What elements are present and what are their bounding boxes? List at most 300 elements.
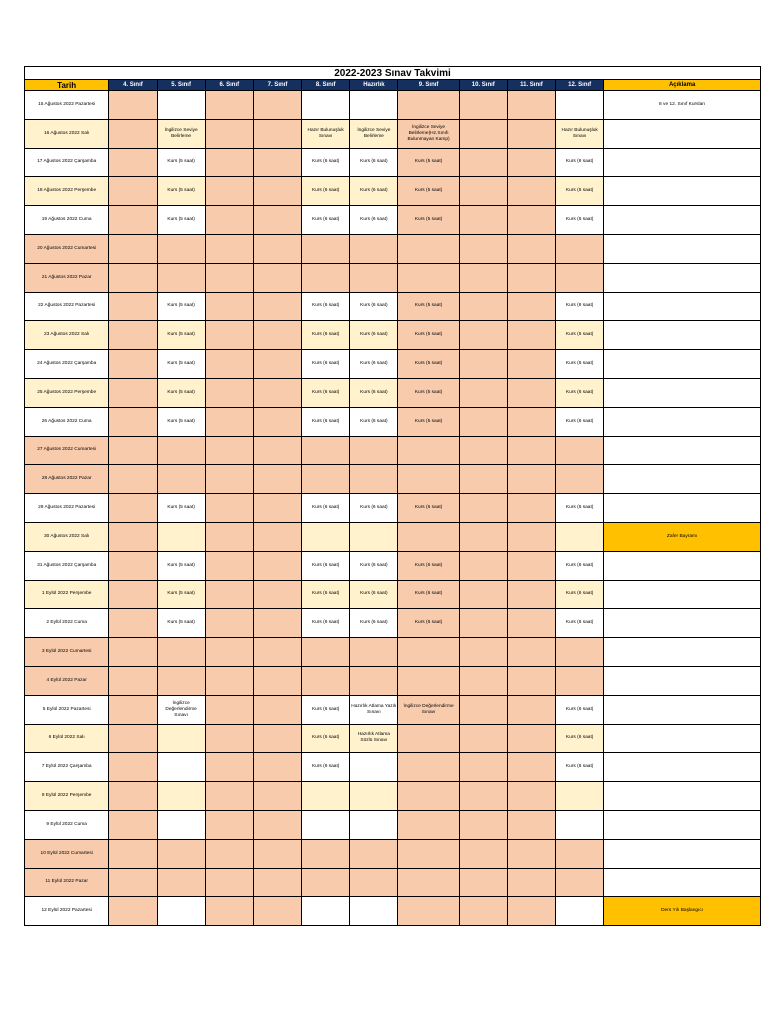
schedule-cell (398, 436, 459, 465)
table-row (25, 551, 761, 580)
schedule-cell: Kurs (6 saat) (398, 551, 459, 580)
schedule-cell: Kurs (5 saat) (398, 378, 459, 407)
table-row (25, 321, 761, 350)
schedule-cell (507, 522, 555, 551)
date-cell: 27 Ağustos 2022 Cumartesi (25, 436, 109, 465)
table-row (25, 753, 761, 782)
schedule-cell (459, 782, 507, 811)
schedule-cell: İngilizce Seviye Belirleme(Hz.Sınıfı Bulunmayan Kamp) (398, 119, 459, 148)
schedule-cell: Hazır Bulunuşluk Sınavı (302, 119, 350, 148)
schedule-cell: Kurs (5 saat) (157, 609, 205, 638)
schedule-cell (109, 695, 157, 724)
schedule-cell (205, 177, 253, 206)
schedule-cell (459, 206, 507, 235)
schedule-cell (459, 609, 507, 638)
schedule-cell (109, 724, 157, 753)
note-cell (604, 666, 761, 695)
schedule-cell (350, 436, 398, 465)
schedule-cell: Kurs (5 saat) (157, 551, 205, 580)
schedule-cell: Kurs (5 saat) (398, 321, 459, 350)
schedule-cell (109, 522, 157, 551)
table-row (25, 234, 761, 263)
schedule-cell: Hazırlık Atlama Yazılı Sınavı (350, 695, 398, 724)
table-row (25, 522, 761, 551)
note-cell (604, 753, 761, 782)
schedule-cell (205, 782, 253, 811)
schedule-cell (507, 638, 555, 667)
schedule-cell: Kurs (6 saat) (556, 177, 604, 206)
schedule-cell (302, 638, 350, 667)
schedule-cell (109, 868, 157, 897)
schedule-cell (205, 91, 253, 120)
schedule-cell: Kurs (6 saat) (350, 292, 398, 321)
schedule-cell (556, 91, 604, 120)
schedule-cell (350, 666, 398, 695)
schedule-cell (507, 724, 555, 753)
schedule-cell: Kurs (6 saat) (350, 350, 398, 379)
schedule-cell (398, 782, 459, 811)
table-row (25, 897, 761, 926)
schedule-cell (507, 91, 555, 120)
schedule-cell (398, 810, 459, 839)
schedule-cell (556, 868, 604, 897)
table-row (25, 580, 761, 609)
table-row (25, 609, 761, 638)
exam-calendar-sheet (24, 66, 760, 926)
schedule-cell (253, 378, 301, 407)
schedule-cell (109, 839, 157, 868)
schedule-cell (253, 206, 301, 235)
schedule-cell (205, 810, 253, 839)
schedule-cell (302, 666, 350, 695)
date-cell: 29 Ağustos 2022 Pazartesi (25, 494, 109, 523)
table-row (25, 206, 761, 235)
schedule-cell (302, 782, 350, 811)
schedule-cell (507, 810, 555, 839)
schedule-cell (459, 551, 507, 580)
date-cell: 26 Ağustos 2022 Cuma (25, 407, 109, 436)
note-cell (604, 350, 761, 379)
schedule-cell (109, 465, 157, 494)
schedule-cell (205, 638, 253, 667)
schedule-cell (157, 522, 205, 551)
schedule-cell (205, 234, 253, 263)
schedule-cell: Kurs (5 saat) (157, 292, 205, 321)
schedule-cell (253, 551, 301, 580)
schedule-cell (205, 263, 253, 292)
schedule-cell (507, 753, 555, 782)
note-cell (604, 407, 761, 436)
schedule-cell: Kurs (6 saat) (302, 148, 350, 177)
schedule-cell (253, 666, 301, 695)
schedule-cell: Kurs (6 saat) (398, 580, 459, 609)
schedule-cell (205, 206, 253, 235)
schedule-cell (507, 868, 555, 897)
date-cell: 15 Ağustos 2022 Pazartesi (25, 91, 109, 120)
schedule-cell (507, 436, 555, 465)
date-cell: 21 Ağustos 2022 Pazar (25, 263, 109, 292)
column-header-4: 4. Sınıf (109, 80, 157, 91)
schedule-cell (157, 868, 205, 897)
schedule-cell (205, 551, 253, 580)
schedule-cell (459, 666, 507, 695)
schedule-cell: Kurs (5 saat) (157, 378, 205, 407)
date-cell: 11 Eylül 2022 Pazar (25, 868, 109, 897)
schedule-cell (459, 407, 507, 436)
schedule-cell (205, 580, 253, 609)
schedule-cell (109, 494, 157, 523)
schedule-cell (507, 839, 555, 868)
schedule-cell: Kurs (5 saat) (398, 206, 459, 235)
table-row (25, 436, 761, 465)
date-cell: 9 Eylül 2022 Cuma (25, 810, 109, 839)
schedule-cell (157, 839, 205, 868)
date-cell: 28 Ağustos 2022 Pazar (25, 465, 109, 494)
column-header-10: 10. Sınıf (459, 80, 507, 91)
schedule-cell (459, 292, 507, 321)
schedule-cell (253, 148, 301, 177)
schedule-cell (302, 91, 350, 120)
schedule-cell (459, 465, 507, 494)
schedule-cell (253, 407, 301, 436)
schedule-cell (459, 753, 507, 782)
schedule-cell: Kurs (6 saat) (302, 724, 350, 753)
column-header-12: 12. Sınıf (556, 80, 604, 91)
table-row (25, 292, 761, 321)
schedule-cell (459, 436, 507, 465)
schedule-cell (459, 897, 507, 926)
schedule-cell (459, 350, 507, 379)
date-cell: 30 Ağustos 2022 Salı (25, 522, 109, 551)
schedule-cell (507, 234, 555, 263)
table-row (25, 494, 761, 523)
schedule-cell (205, 666, 253, 695)
date-cell: 4 Eylül 2022 Pazar (25, 666, 109, 695)
table-row (25, 666, 761, 695)
schedule-cell (507, 465, 555, 494)
schedule-cell: Kurs (6 saat) (302, 551, 350, 580)
schedule-cell (109, 292, 157, 321)
schedule-cell (253, 522, 301, 551)
schedule-cell (350, 810, 398, 839)
schedule-cell: Kurs (6 saat) (302, 206, 350, 235)
note-cell (604, 868, 761, 897)
schedule-cell: İngilizce Seviye Belirleme (350, 119, 398, 148)
schedule-cell (253, 177, 301, 206)
schedule-cell (507, 263, 555, 292)
table-row (25, 148, 761, 177)
table-row (25, 839, 761, 868)
table-row (25, 350, 761, 379)
schedule-cell (205, 695, 253, 724)
table-row (25, 810, 761, 839)
schedule-cell (157, 263, 205, 292)
schedule-cell (253, 868, 301, 897)
schedule-cell (109, 234, 157, 263)
schedule-cell (459, 263, 507, 292)
column-header-5: 5. Sınıf (157, 80, 205, 91)
schedule-cell: Kurs (5 saat) (157, 321, 205, 350)
schedule-cell (459, 119, 507, 148)
schedule-cell (205, 839, 253, 868)
schedule-cell (157, 91, 205, 120)
schedule-cell: Kurs (6 saat) (556, 753, 604, 782)
schedule-cell (109, 350, 157, 379)
date-cell: 22 Ağustos 2022 Pazartesi (25, 292, 109, 321)
note-cell (604, 609, 761, 638)
schedule-cell (205, 292, 253, 321)
schedule-cell: Kurs (6 saat) (302, 321, 350, 350)
schedule-cell (109, 753, 157, 782)
schedule-cell (253, 494, 301, 523)
note-cell (604, 177, 761, 206)
schedule-cell: Kurs (6 saat) (302, 350, 350, 379)
date-cell: 10 Eylül 2022 Cumartesi (25, 839, 109, 868)
schedule-cell: Kurs (6 saat) (556, 551, 604, 580)
schedule-cell (459, 638, 507, 667)
note-cell: 8 ve 12. Sınıf Kursları (604, 91, 761, 120)
schedule-cell (302, 897, 350, 926)
schedule-cell (350, 638, 398, 667)
schedule-cell (556, 810, 604, 839)
calendar-title: 2022-2023 Sınav Takvimi (25, 67, 761, 80)
schedule-cell (205, 350, 253, 379)
schedule-cell (507, 666, 555, 695)
schedule-cell (109, 206, 157, 235)
note-cell (604, 580, 761, 609)
date-cell: 8 Eylül 2022 Perşembe (25, 782, 109, 811)
schedule-cell: Kurs (6 saat) (302, 695, 350, 724)
schedule-cell: Kurs (6 saat) (350, 321, 398, 350)
schedule-cell (459, 378, 507, 407)
schedule-cell (205, 897, 253, 926)
schedule-cell: Kurs (6 saat) (350, 177, 398, 206)
schedule-cell: Kurs (5 saat) (157, 407, 205, 436)
schedule-cell: Kurs (6 saat) (556, 695, 604, 724)
note-cell (604, 263, 761, 292)
schedule-cell (398, 234, 459, 263)
schedule-cell (350, 753, 398, 782)
column-header-6: 6. Sınıf (205, 80, 253, 91)
date-cell: 19 Ağustos 2022 Cuma (25, 206, 109, 235)
schedule-cell (253, 119, 301, 148)
schedule-cell: Kurs (5 saat) (157, 177, 205, 206)
schedule-cell (556, 897, 604, 926)
schedule-cell (253, 321, 301, 350)
schedule-cell (556, 522, 604, 551)
schedule-cell (302, 234, 350, 263)
schedule-cell: Kurs (6 saat) (302, 753, 350, 782)
schedule-cell: Kurs (5 saat) (398, 148, 459, 177)
exam-calendar-table (24, 66, 761, 926)
schedule-cell (109, 378, 157, 407)
schedule-cell (302, 436, 350, 465)
date-cell: 25 Ağustos 2022 Perşembe (25, 378, 109, 407)
date-cell: 16 Ağustos 2022 Salı (25, 119, 109, 148)
schedule-cell (205, 378, 253, 407)
note-cell: Ders Yılı Başlangıcı (604, 897, 761, 926)
schedule-cell: Kurs (5 saat) (157, 350, 205, 379)
schedule-cell (459, 522, 507, 551)
schedule-cell (459, 91, 507, 120)
schedule-cell (157, 234, 205, 263)
date-cell: 18 Ağustos 2022 Perşembe (25, 177, 109, 206)
schedule-cell: İngilizce Değerlendirme Sınavı (398, 695, 459, 724)
schedule-cell (253, 695, 301, 724)
schedule-cell (556, 234, 604, 263)
schedule-cell (205, 753, 253, 782)
note-cell (604, 292, 761, 321)
schedule-cell (109, 263, 157, 292)
schedule-cell (398, 839, 459, 868)
schedule-cell (556, 666, 604, 695)
schedule-cell (350, 782, 398, 811)
note-cell (604, 695, 761, 724)
schedule-cell (459, 839, 507, 868)
schedule-cell (556, 638, 604, 667)
schedule-cell (459, 810, 507, 839)
schedule-cell: Kurs (5 saat) (398, 177, 459, 206)
column-header-hazirlik: Hazırlık (350, 80, 398, 91)
schedule-cell (157, 897, 205, 926)
schedule-cell: Kurs (6 saat) (350, 551, 398, 580)
schedule-cell (398, 465, 459, 494)
table-row (25, 638, 761, 667)
schedule-cell: Kurs (6 saat) (398, 494, 459, 523)
column-header-7: 7. Sınıf (253, 80, 301, 91)
schedule-cell (398, 868, 459, 897)
date-cell: 7 Eylül 2022 Çarşamba (25, 753, 109, 782)
note-cell (604, 378, 761, 407)
schedule-cell (253, 810, 301, 839)
schedule-cell: Kurs (6 saat) (556, 206, 604, 235)
schedule-cell: Kurs (5 saat) (398, 407, 459, 436)
schedule-cell (556, 263, 604, 292)
schedule-cell (507, 148, 555, 177)
schedule-cell (205, 407, 253, 436)
schedule-cell (253, 580, 301, 609)
table-row (25, 177, 761, 206)
column-header-11: 11. Sınıf (507, 80, 555, 91)
schedule-cell (109, 810, 157, 839)
schedule-cell (157, 638, 205, 667)
schedule-cell: Kurs (6 saat) (556, 407, 604, 436)
schedule-cell (459, 695, 507, 724)
note-cell (604, 494, 761, 523)
schedule-cell (398, 753, 459, 782)
date-cell: 6 Eylül 2022 Salı (25, 724, 109, 753)
note-cell (604, 465, 761, 494)
schedule-cell (109, 407, 157, 436)
schedule-cell (109, 177, 157, 206)
date-cell: 2 Eylül 2022 Cuma (25, 609, 109, 638)
date-cell: 3 Eylül 2022 Cumartesi (25, 638, 109, 667)
schedule-cell (507, 407, 555, 436)
schedule-cell (205, 494, 253, 523)
schedule-cell (109, 321, 157, 350)
schedule-cell (253, 91, 301, 120)
schedule-cell: Kurs (6 saat) (350, 378, 398, 407)
schedule-cell: Kurs (5 saat) (398, 350, 459, 379)
schedule-cell (507, 378, 555, 407)
note-cell (604, 234, 761, 263)
column-header-9: 9. Sınıf (398, 80, 459, 91)
note-cell (604, 551, 761, 580)
schedule-cell (350, 897, 398, 926)
note-cell: Zafer Bayramı (604, 522, 761, 551)
schedule-cell (157, 810, 205, 839)
schedule-cell (302, 263, 350, 292)
schedule-cell (507, 580, 555, 609)
schedule-cell (253, 350, 301, 379)
schedule-cell (459, 494, 507, 523)
schedule-cell (459, 580, 507, 609)
schedule-cell (109, 638, 157, 667)
schedule-cell: Kurs (6 saat) (350, 494, 398, 523)
schedule-cell (398, 91, 459, 120)
schedule-cell (109, 148, 157, 177)
schedule-cell: Kurs (6 saat) (556, 609, 604, 638)
schedule-cell (302, 810, 350, 839)
schedule-cell (350, 263, 398, 292)
schedule-cell (507, 350, 555, 379)
schedule-cell: Kurs (6 saat) (350, 206, 398, 235)
date-cell: 23 Ağustos 2022 Salı (25, 321, 109, 350)
column-header-aciklama: Açıklama (604, 80, 761, 91)
schedule-cell (398, 897, 459, 926)
schedule-cell (205, 148, 253, 177)
schedule-cell: Kurs (6 saat) (556, 494, 604, 523)
schedule-cell: Kurs (6 saat) (302, 494, 350, 523)
table-row (25, 263, 761, 292)
schedule-cell: Kurs (6 saat) (302, 580, 350, 609)
date-cell: 17 Ağustos 2022 Çarşamba (25, 148, 109, 177)
schedule-cell: Kurs (5 saat) (398, 292, 459, 321)
schedule-cell (556, 436, 604, 465)
schedule-cell (507, 206, 555, 235)
schedule-cell (253, 753, 301, 782)
schedule-cell (350, 522, 398, 551)
schedule-cell: Kurs (5 saat) (157, 148, 205, 177)
schedule-cell (157, 782, 205, 811)
schedule-cell (507, 119, 555, 148)
schedule-cell: Kurs (6 saat) (398, 609, 459, 638)
schedule-cell: İngilizce Seviye Belirleme (157, 119, 205, 148)
schedule-cell (157, 666, 205, 695)
schedule-cell: Kurs (6 saat) (302, 609, 350, 638)
schedule-cell: Kurs (5 saat) (157, 580, 205, 609)
schedule-cell (253, 897, 301, 926)
table-row (25, 465, 761, 494)
schedule-cell (507, 897, 555, 926)
schedule-cell (205, 321, 253, 350)
schedule-cell: Hazır Bulunuşluk Sınavı (556, 119, 604, 148)
schedule-cell (157, 465, 205, 494)
schedule-cell (302, 868, 350, 897)
schedule-cell (109, 897, 157, 926)
table-row (25, 91, 761, 120)
date-cell: 20 Ağustos 2022 Cumartesi (25, 234, 109, 263)
schedule-cell (157, 436, 205, 465)
schedule-cell (459, 868, 507, 897)
date-cell: 24 Ağustos 2022 Çarşamba (25, 350, 109, 379)
schedule-cell: Kurs (5 saat) (157, 494, 205, 523)
note-cell (604, 810, 761, 839)
schedule-cell (459, 148, 507, 177)
schedule-cell (556, 839, 604, 868)
schedule-cell: Kurs (6 saat) (350, 580, 398, 609)
schedule-cell: Kurs (6 saat) (556, 148, 604, 177)
